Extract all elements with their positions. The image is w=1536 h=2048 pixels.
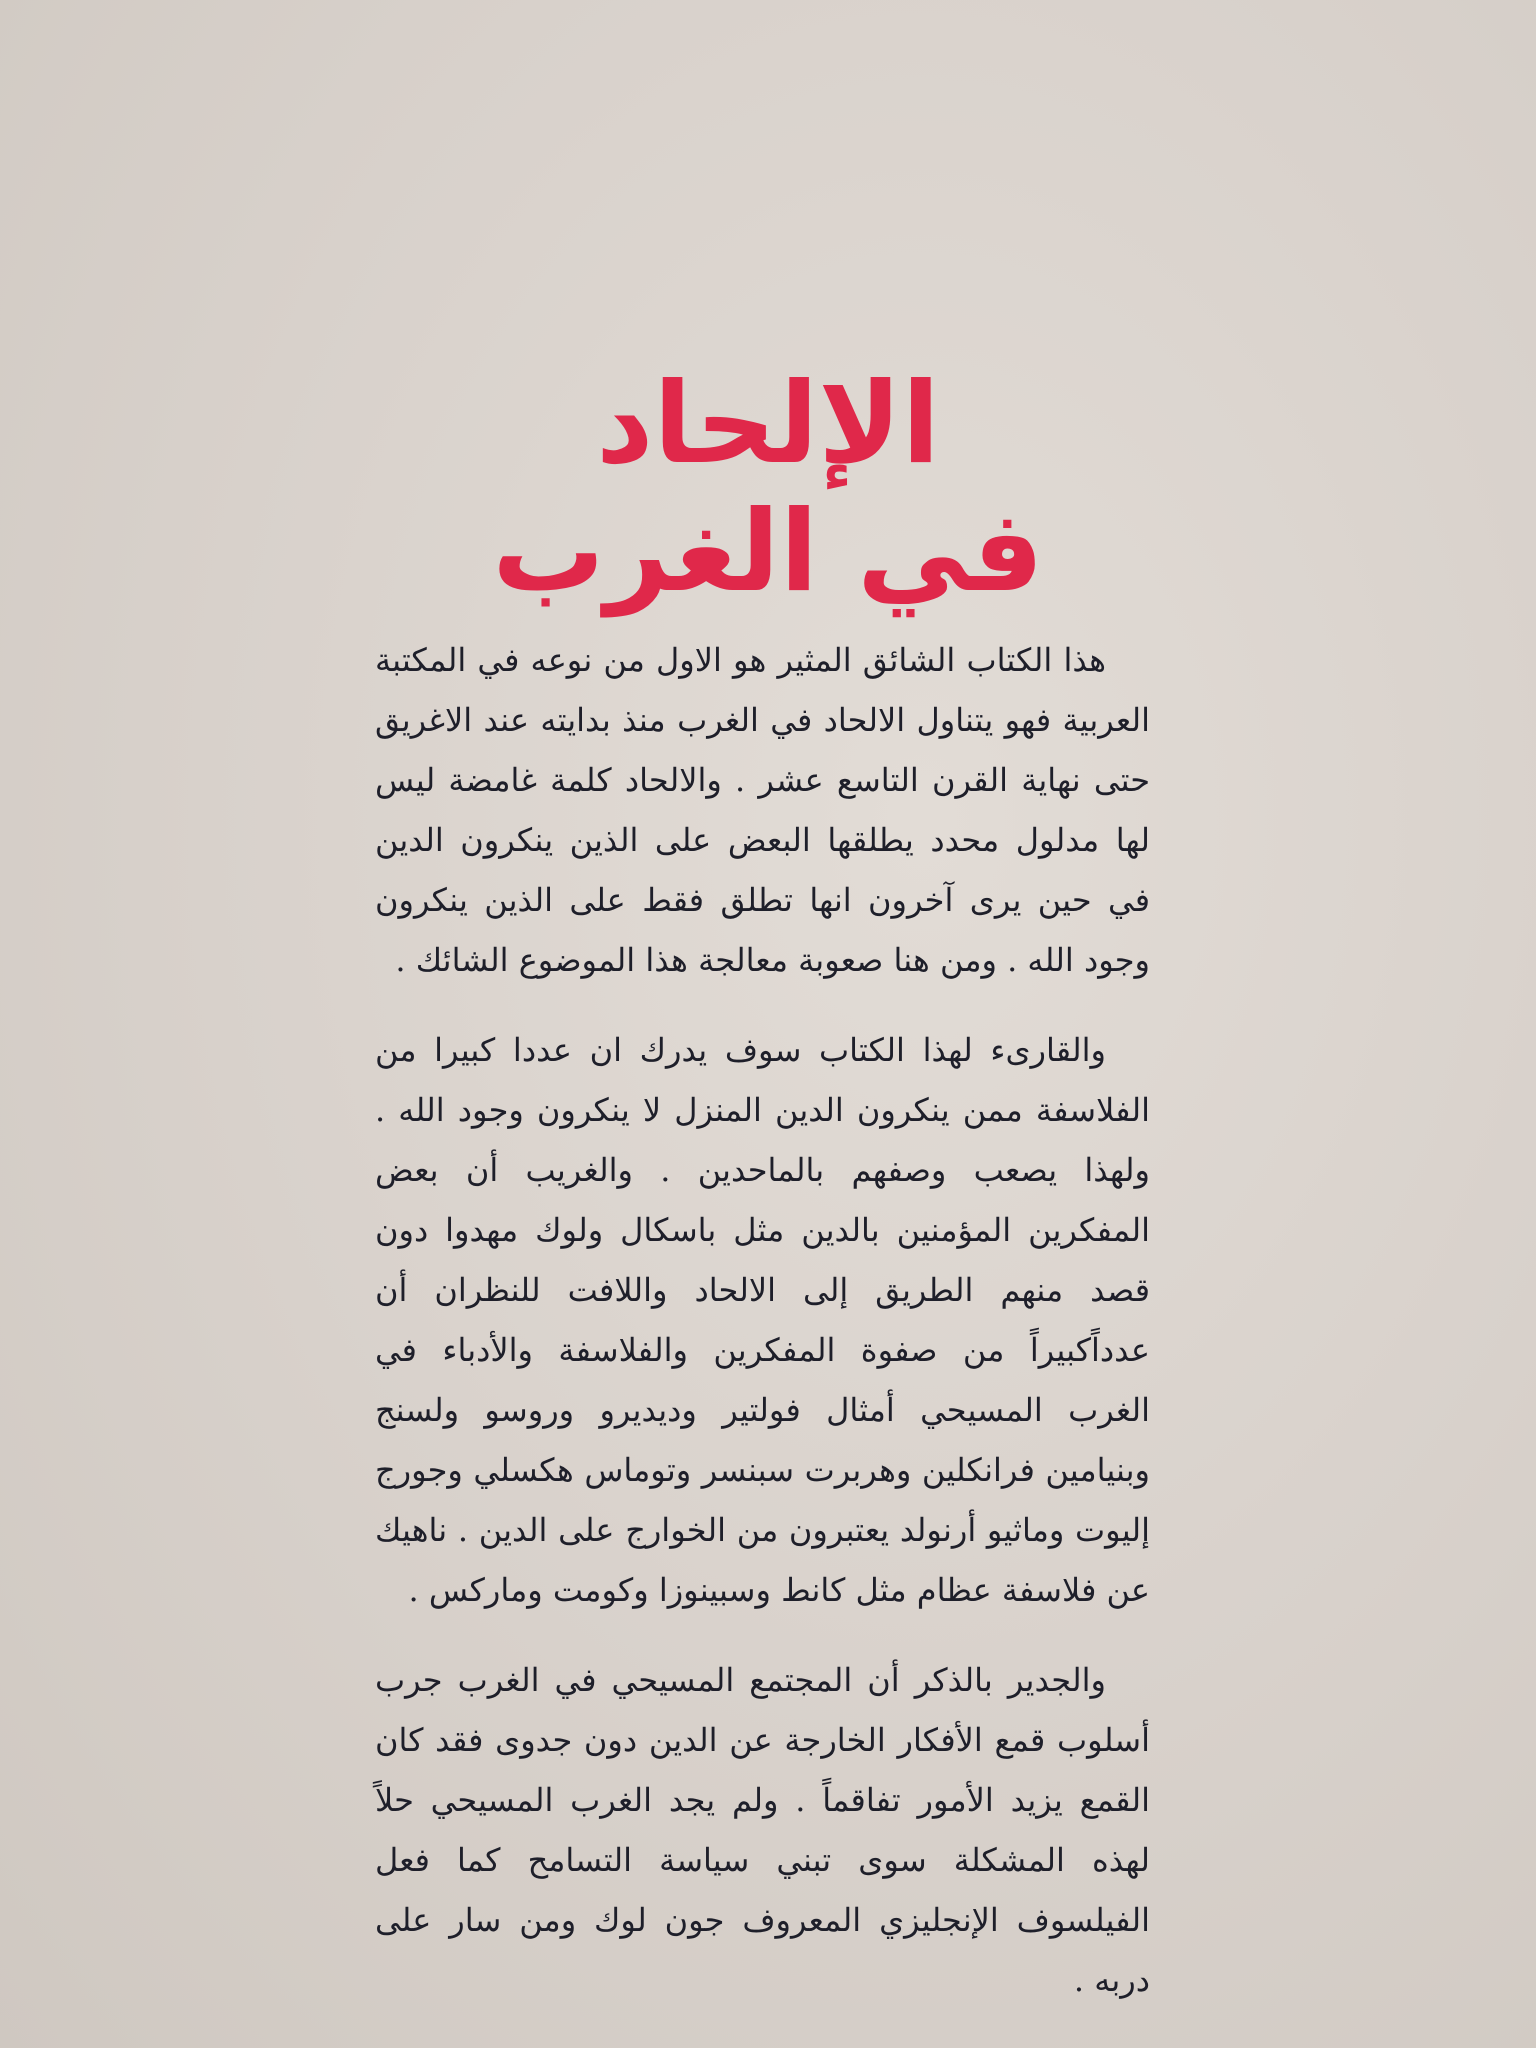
- book-title-line-1: الإلحاد: [595, 359, 941, 489]
- description-paragraph-1: هذا الكتاب الشائق المثير هو الاول من نوعه في المكتبة العربية فهو يتناول الالحاد في الغرب منذ بدايته عند الاغريق حتى نهاية القرن التاسع عشر . والالحاد كلمة غامضة ليس لها مدلول محدد يطلقها البعض على الذين ينكرون الدين في حين يرى آخرون انها تطلق فقط على الذين ينكرون وجود الله . ومن هنا صعوبة معالجة هذا الموضوع الشائك .: [375, 641, 1150, 979]
- book-title: [0, 360, 1536, 616]
- book-description: [375, 630, 1150, 2040]
- description-paragraph-3: والجدير بالذكر أن المجتمع المسيحي في الغرب جرب أسلوب قمع الأفكار الخارجة عن الدين دون جدوى فقد كان القمع يزيد الأمور تفاقماً . ولم يجد الغرب المسيحي حلاً لهذه المشكلة سوى تبني سياسة التسامح كما فعل الفيلسوف الإنجليزي المعروف جون لوك ومن سار على دربه .: [375, 1661, 1150, 1999]
- description-paragraph-2: والقارىء لهذا الكتاب سوف يدرك ان عددا كبيرا من الفلاسفة ممن ينكرون الدين المنزل لا ينكرون وجود الله . ولهذا يصعب وصفهم بالماحدين . والغريب أن بعض المفكرين المؤمنين بالدين مثل باسكال ولوك مهدوا دون قصد منهم الطريق إلى الالحاد واللافت للنظران أن عدداًكبيراً من صفوة المفكرين والفلاسفة والأدباء في الغرب المسيحي أمثال فولتير وديديرو وروسو ولسنج وبنيامين فرانكلين وهربرت سبنسر وتوماس هكسلي وجورج إليوت وماثيو أرنولد يعتبرون من الخوارج على الدين . ناهيك عن فلاسفة عظام مثل كانط وسبينوزا وكومت وماركس .: [375, 1031, 1151, 1609]
- book-title-line-2: في الغرب: [492, 487, 1044, 617]
